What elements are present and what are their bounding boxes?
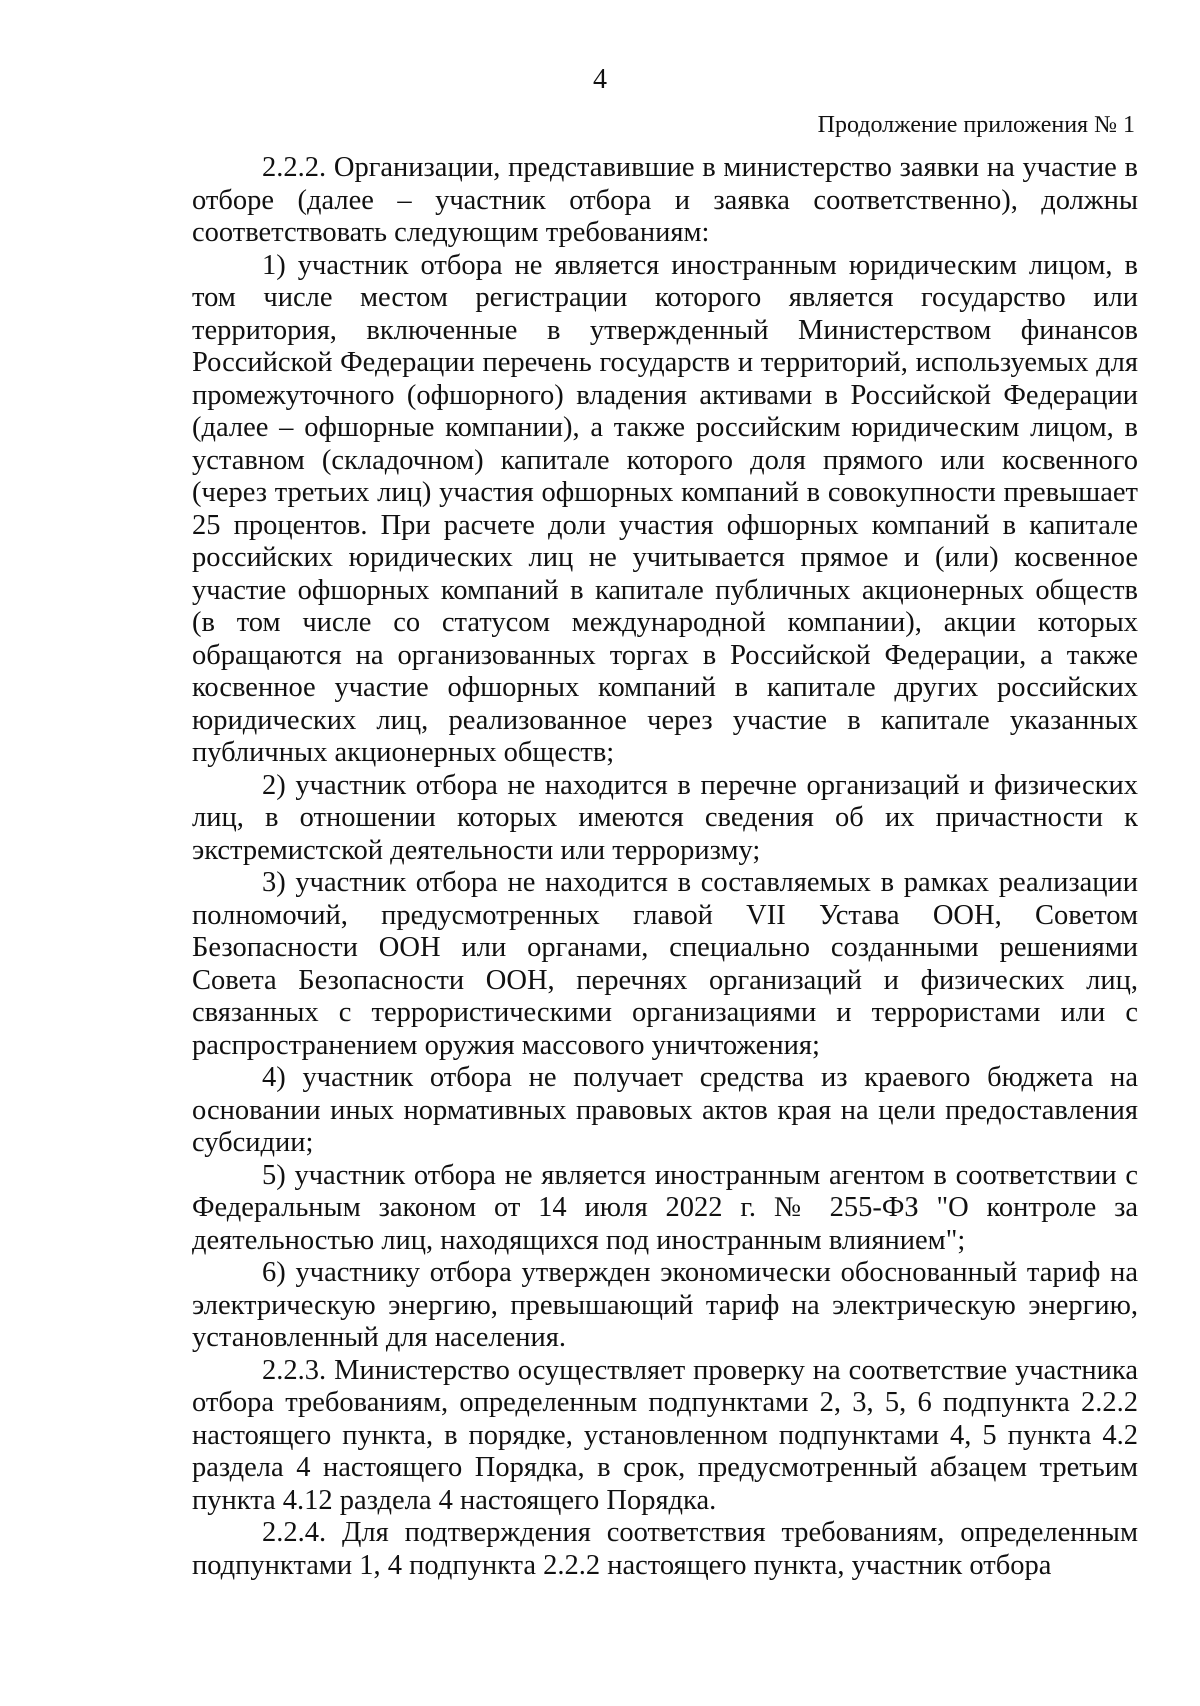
paragraph-requirement-5: 5) участник отбора не является иностранным агентом в соответствии с Федеральным законом от 14 июля 2022 г. № 255-ФЗ "О контроле за деятельностью лиц, находящихся под иностранным влиянием";: [192, 1159, 1138, 1256]
paragraph-2-2-3: 2.2.3. Министерство осуществляет проверку на соответствие участника отбора требованиям, определенным подпунктами 2, 3, 5, 6 подпункта 2.2.2 настоящего пункта, в порядке, установленном подпунктами 4, 5 пункта 4.2 раздела 4 настоящего Порядка, в срок, предусмотренный абзацем третьим пункта 4.12 раздела 4 настоящего Порядка.: [192, 1354, 1138, 1516]
paragraph-requirement-4: 4) участник отбора не получает средства из краевого бюджета на основании иных нормативных правовых актов края на цели предоставления субсидии;: [192, 1062, 1138, 1158]
paragraph-2-2-2: 2.2.2. Организации, представившие в министерство заявки на участие в отборе (далее – участник отбора и заявка соответственно), должны соответствовать следующим требованиям:: [192, 152, 1138, 248]
paragraph-requirement-1: 1) участник отбора не является иностранным юридическим лицом, в том числе местом регистрации которого является государство или территория, включенные в утвержденный Министерством финансов Российской Федерации перечень государств и территорий, используемых для промежуточного (офшорного) владения активами в Российской Федерации (далее – офшорные компании), а также российским юридическим лицом, в уставном (складочном) капитале которого доля прямого или косвенного (через третьих лиц) участия офшорных компаний в совокупности превышает 25 процентов. При расчете доли участия офшорных компаний в капитале российских юридических лиц не учитывается прямое и (или) косвенное участие офшорных компаний в капитале публичных акционерных обществ (в том числе со статусом международной компании), акции которых обращаются на организованных торгах в Российской Федерации, а также косвенное участие офшорных компаний в капитале других российских юридических лиц, реализованное через участие в капитале указанных публичных акционерных обществ;: [192, 249, 1138, 768]
paragraph-requirement-2: 2) участник отбора не находится в перечне организаций и физических лиц, в отношении которых имеются сведения об их причастности к экстремистской деятельности или терроризму;: [192, 769, 1138, 866]
paragraph-requirement-6: 6) участнику отбора утвержден экономически обоснованный тариф на электрическую энергию, превышающий тариф на электрическую энергию, установленный для населения.: [192, 1257, 1138, 1353]
paragraph-2-2-4: 2.2.4. Для подтверждения соответствия требованиям, определенным подпунктами 1, 4 подпункта 2.2.2 настоящего пункта, участник отбора: [192, 1517, 1138, 1581]
document-body: [192, 152, 1138, 1582]
appendix-continuation-note: Продолжение приложения № 1: [817, 112, 1135, 138]
page-number: 4: [593, 64, 607, 95]
paragraph-requirement-3: 3) участник отбора не находится в составляемых в рамках реализации полномочий, предусмотренных главой VII Устава ООН, Советом Безопасности ООН или органами, специально созданными решениями Совета Безопасности ООН, перечнях организаций и физических лиц, связанных с террористическими организациями и террористами или с распространением оружия массового уничтожения;: [192, 867, 1138, 1061]
